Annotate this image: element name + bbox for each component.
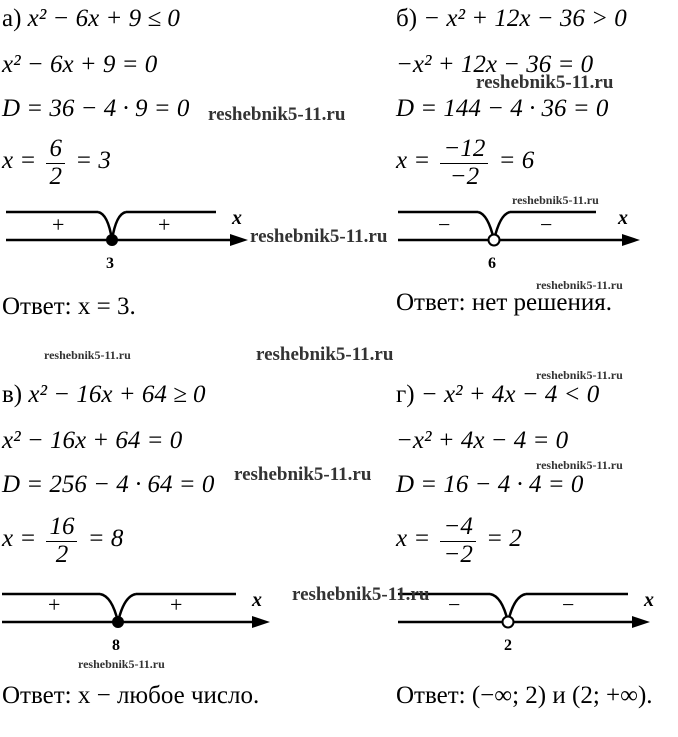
problem-d-answer: Ответ: (−∞; 2) и (2; +∞). [396, 682, 653, 709]
root-denominator: −2 [440, 163, 488, 189]
problem-d-discriminant: D = 16 − 4 · 4 = 0 [396, 471, 584, 498]
point-label: 6 [488, 255, 496, 272]
root-denominator: 2 [46, 163, 65, 189]
watermark: reshebnik5-11.ru [44, 348, 131, 362]
root-denominator: 2 [46, 541, 77, 567]
axis-label: x [252, 589, 262, 611]
problem-a-root [2, 136, 111, 189]
axis-label: x [618, 207, 628, 229]
sign-left: + [52, 212, 65, 237]
sign-right: − [540, 212, 553, 237]
root-value: = 2 [486, 525, 522, 553]
watermark: reshebnik5-11.ru [536, 458, 623, 472]
problem-d-inequality-text: − x² + 4x − 4 < 0 [420, 381, 600, 408]
root-prefix: x = [2, 147, 37, 175]
root-value: = 8 [87, 525, 124, 553]
point-label: 3 [106, 255, 114, 272]
number-line-b [392, 196, 652, 276]
root-numerator: −4 [443, 513, 473, 540]
problem-a-inequality-text: x² − 6x + 9 ≤ 0 [27, 5, 180, 32]
sign-right: + [170, 592, 183, 617]
problem-d-label: г) [396, 381, 415, 408]
root-prefix: x = [396, 147, 431, 175]
problem-a-inequality [2, 6, 180, 31]
root-numerator: 16 [49, 513, 75, 540]
root-denominator: −2 [440, 541, 475, 567]
sign-left: + [48, 592, 61, 617]
point-label: 2 [504, 637, 512, 654]
problem-a-equation: x² − 6x + 9 = 0 [2, 51, 158, 78]
watermark: reshebnik5-11.ru [78, 657, 165, 671]
watermark: reshebnik5-11.ru [256, 344, 394, 365]
problem-b-root [396, 136, 534, 189]
problem-c-inequality [2, 382, 206, 407]
watermark: reshebnik5-11.ru [512, 193, 599, 207]
number-line-c [0, 580, 280, 660]
problem-c-answer: Ответ: x − любое число. [2, 682, 260, 709]
root-fraction [440, 136, 488, 189]
problem-a-label: а) [2, 5, 22, 32]
watermark: reshebnik5-11.ru [208, 104, 346, 125]
sign-right: + [158, 212, 171, 237]
point-marker-filled [106, 234, 118, 246]
watermark: reshebnik5-11.ru [476, 72, 614, 93]
root-fraction [46, 136, 65, 189]
watermark: reshebnik5-11.ru [292, 584, 430, 605]
problem-d-equation: −x² + 4x − 4 = 0 [396, 427, 569, 454]
problem-c-equation: x² − 16x + 64 = 0 [2, 427, 183, 454]
problem-d-inequality [396, 382, 599, 407]
problem-a-discriminant: D = 36 − 4 · 9 = 0 [2, 95, 190, 122]
problem-d-root [396, 514, 522, 567]
sign-right: − [562, 592, 575, 617]
point-label: 8 [112, 637, 120, 654]
axis-label: x [644, 589, 654, 611]
sign-left: − [448, 592, 461, 617]
problem-b-inequality [396, 6, 627, 31]
problem-c-label: в) [2, 381, 23, 408]
root-value: = 6 [498, 147, 535, 175]
watermark: reshebnik5-11.ru [234, 464, 372, 485]
watermark: reshebnik5-11.ru [250, 226, 388, 247]
point-marker-empty [503, 617, 514, 628]
problem-b-label: б) [396, 5, 418, 32]
problem-c-root [2, 514, 123, 567]
problem-b-discriminant: D = 144 − 4 · 36 = 0 [396, 95, 609, 122]
axis-label: x [232, 207, 242, 229]
problem-c-discriminant: D = 256 − 4 · 64 = 0 [2, 471, 215, 498]
problem-b-equation: −x² + 12x − 36 = 0 [396, 51, 594, 78]
point-marker-empty [489, 235, 500, 246]
problem-b-answer: Ответ: нет решения. [396, 289, 612, 316]
point-marker-filled [112, 616, 124, 628]
root-fraction [46, 514, 77, 567]
problem-a-answer: Ответ: x = 3. [2, 293, 136, 320]
problem-b-inequality-text: − x² + 12x − 36 > 0 [423, 5, 627, 32]
root-value: = 3 [75, 147, 111, 175]
root-fraction [440, 514, 475, 567]
problem-c-inequality-text: x² − 16x + 64 ≥ 0 [28, 381, 206, 408]
watermark: reshebnik5-11.ru [536, 278, 623, 292]
root-numerator: 6 [49, 135, 62, 162]
number-line-a [0, 196, 260, 276]
sign-left: − [438, 212, 451, 237]
watermark: reshebnik5-11.ru [536, 368, 623, 382]
root-numerator: −12 [443, 135, 486, 162]
number-line-d [392, 580, 672, 660]
root-prefix: x = [2, 525, 37, 553]
root-prefix: x = [396, 525, 431, 553]
